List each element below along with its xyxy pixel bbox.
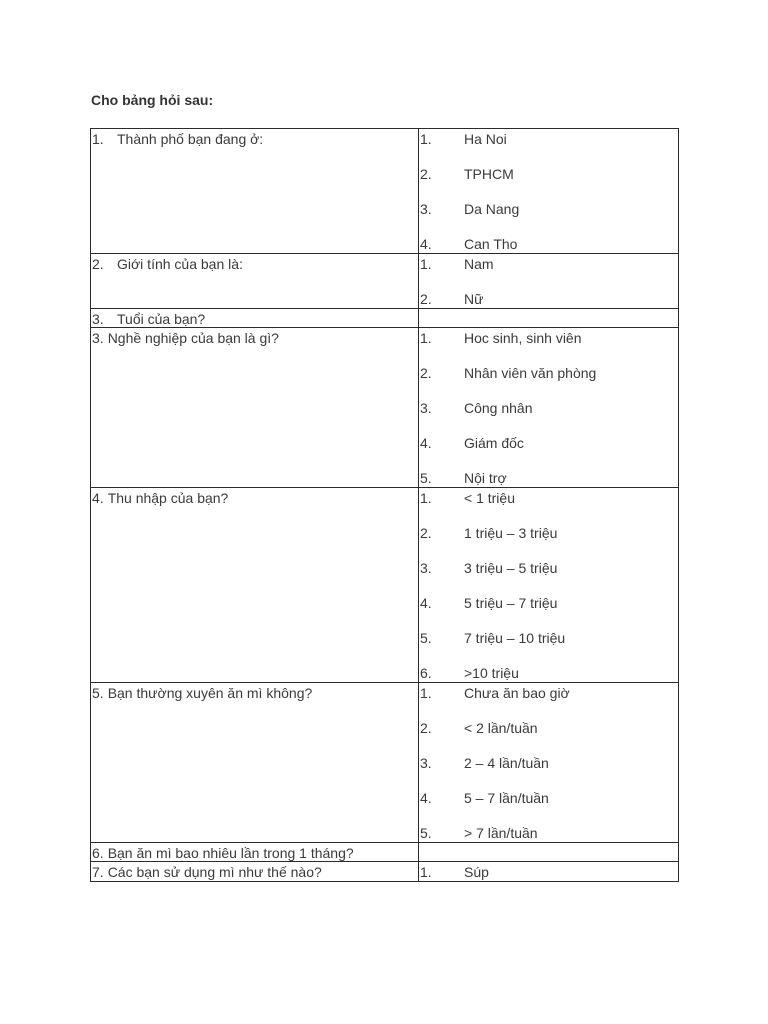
- list-item: [419, 862, 678, 881]
- list-item: [419, 365, 678, 400]
- answer-cell: [419, 683, 679, 843]
- option-label: >10 triệu: [464, 665, 519, 681]
- list-item: [419, 254, 678, 291]
- question-cell: [91, 129, 419, 254]
- answer-cell: [419, 309, 679, 328]
- question-text: [91, 488, 418, 506]
- option-label: < 2 lần/tuần: [464, 720, 538, 736]
- answer-cell: [419, 862, 679, 882]
- list-item: [419, 435, 678, 470]
- option-label: 1 triệu – 3 triệu: [464, 525, 558, 541]
- option-number: 2.: [420, 365, 432, 381]
- table-row: [91, 683, 679, 843]
- option-label: Chưa ăn bao giờ: [464, 685, 570, 701]
- question-text: [91, 683, 418, 701]
- table-row: [91, 488, 679, 683]
- option-number: 5.: [420, 470, 432, 486]
- list-item: [419, 236, 678, 253]
- option-label: > 7 lần/tuần: [464, 825, 538, 841]
- option-label: Nam: [464, 256, 494, 272]
- option-number: 2.: [420, 720, 432, 736]
- question-label: Thành phố bạn đang ở:: [117, 131, 264, 147]
- survey-table-body: [91, 129, 679, 882]
- option-label: 2 – 4 lần/tuần: [464, 755, 549, 771]
- question-number: 1.: [92, 131, 104, 147]
- option-label: Da Nang: [464, 201, 520, 217]
- option-label: Công nhân: [464, 400, 533, 416]
- option-number: 3.: [420, 201, 432, 217]
- list-item: [419, 129, 678, 166]
- question-number: 7.: [92, 864, 104, 880]
- answer-cell: [419, 488, 679, 683]
- question-label: Các bạn sử dụng mì như thế nào?: [107, 864, 322, 880]
- list-item: [419, 488, 678, 525]
- option-number: 1.: [420, 256, 432, 272]
- question-number: 5.: [92, 685, 104, 701]
- list-item: [419, 470, 678, 487]
- question-cell: [91, 683, 419, 843]
- option-number: 4.: [420, 790, 432, 806]
- option-number: 4.: [420, 435, 432, 451]
- list-item: [419, 683, 678, 720]
- option-number: 3.: [420, 755, 432, 771]
- list-item: [419, 595, 678, 630]
- question-text: [91, 843, 418, 861]
- option-number: 1.: [420, 131, 432, 147]
- answer-cell: [419, 254, 679, 309]
- question-cell: [91, 309, 419, 328]
- option-number: 2.: [420, 525, 432, 541]
- option-label: Nhân viên văn phòng: [464, 365, 597, 381]
- question-cell: [91, 254, 419, 309]
- option-number: 2.: [420, 166, 432, 182]
- list-item: [419, 201, 678, 236]
- option-number: 1.: [420, 685, 432, 701]
- list-item: [419, 790, 678, 825]
- list-item: [419, 560, 678, 595]
- list-item: [419, 291, 678, 308]
- table-row: [91, 309, 679, 328]
- survey-table: [90, 128, 679, 882]
- list-item: [419, 665, 678, 682]
- option-number: 2.: [420, 291, 432, 307]
- list-item: [419, 525, 678, 560]
- question-number: 6.: [92, 845, 104, 861]
- option-label: TPHCM: [464, 166, 514, 182]
- option-label: Hoc sinh, sinh viên: [464, 330, 582, 346]
- answer-cell: [419, 328, 679, 488]
- table-row: [91, 843, 679, 862]
- question-number: 3.: [92, 311, 104, 327]
- option-label: Nội trợ: [464, 470, 507, 486]
- list-item: [419, 400, 678, 435]
- list-item: [419, 166, 678, 201]
- option-number: 1.: [420, 490, 432, 506]
- question-label: Tuổi của bạn?: [117, 311, 206, 327]
- option-label: Giám đốc: [464, 435, 524, 451]
- list-item: [419, 755, 678, 790]
- option-label: Can Tho: [464, 236, 518, 252]
- question-label: Giới tính của bạn là:: [117, 256, 243, 272]
- option-number: 5.: [420, 825, 432, 841]
- list-item: [419, 630, 678, 665]
- list-item: [419, 720, 678, 755]
- table-row: [91, 328, 679, 488]
- question-cell: [91, 328, 419, 488]
- option-label: 5 triệu – 7 triệu: [464, 595, 558, 611]
- answer-cell: [419, 129, 679, 254]
- question-cell: [91, 843, 419, 862]
- question-cell: [91, 488, 419, 683]
- question-text: [91, 309, 418, 327]
- table-row: [91, 129, 679, 254]
- option-label: Súp: [464, 864, 489, 880]
- option-label: Ha Noi: [464, 131, 507, 147]
- question-text: [91, 254, 418, 272]
- option-label: 5 – 7 lần/tuần: [464, 790, 549, 806]
- option-number: 3.: [420, 560, 432, 576]
- list-item: [419, 825, 678, 842]
- table-row: [91, 862, 679, 882]
- question-label: Bạn ăn mì bao nhiêu lần trong 1 tháng?: [107, 845, 354, 861]
- option-number: 1.: [420, 330, 432, 346]
- option-number: 4.: [420, 236, 432, 252]
- question-number: 2.: [92, 256, 104, 272]
- option-number: 1.: [420, 864, 432, 880]
- question-text: [91, 129, 418, 147]
- option-label: 3 triệu – 5 triệu: [464, 560, 558, 576]
- question-number: 4.: [92, 490, 104, 506]
- option-label: < 1 triệu: [464, 490, 515, 506]
- option-label: Nữ: [464, 291, 484, 307]
- question-cell: [91, 862, 419, 882]
- question-text: [91, 862, 418, 880]
- question-label: Bạn thường xuyên ăn mì không?: [107, 685, 313, 701]
- option-number: 5.: [420, 630, 432, 646]
- answer-cell: [419, 843, 679, 862]
- option-label: 7 triệu – 10 triệu: [464, 630, 566, 646]
- list-item: [419, 328, 678, 365]
- option-number: 4.: [420, 595, 432, 611]
- question-number: 3.: [92, 330, 104, 346]
- page-title: Cho bảng hỏi sau:: [91, 92, 214, 108]
- option-number: 3.: [420, 400, 432, 416]
- question-label: Thu nhập của bạn?: [107, 490, 229, 506]
- question-text: [91, 328, 418, 346]
- option-number: 6.: [420, 665, 432, 681]
- table-row: [91, 254, 679, 309]
- question-label: Nghề nghiệp của bạn là gì?: [107, 330, 279, 346]
